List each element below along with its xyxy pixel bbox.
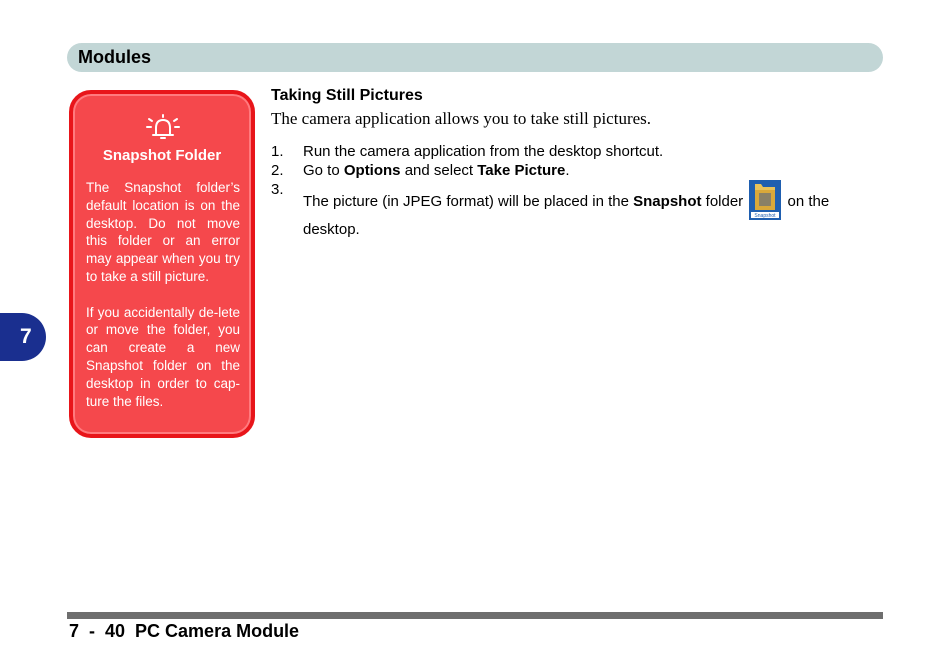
header-title: Modules (78, 47, 152, 67)
snapshot-folder-icon (749, 180, 781, 220)
step-text: folder (701, 193, 744, 210)
bell-alert-icon (146, 113, 180, 141)
section-intro: The camera application allows you to take still pictures. (271, 109, 652, 128)
step-bold-snapshot: Snapshot (633, 193, 702, 210)
step-text: Run the camera application from the desktop shortcut. (303, 143, 664, 160)
warning-body (86, 179, 240, 428)
footer-rule (67, 612, 883, 619)
step-number: 3. (271, 181, 284, 198)
warning-box (69, 90, 255, 438)
chapter-tab[interactable] (0, 313, 46, 361)
list-item (271, 161, 871, 180)
step-bold-take-picture: Take Picture (477, 162, 566, 179)
folder-icon-label: Snapshot (754, 213, 776, 219)
step-bold-options: Options (343, 162, 401, 179)
header-bar (67, 43, 883, 72)
list-item (271, 142, 871, 161)
step-text: and select (400, 162, 478, 179)
step-text: on the desktop. (303, 193, 830, 238)
list-item (271, 180, 871, 239)
warning-title: Snapshot Folder (102, 147, 222, 164)
step-text: Go to (303, 162, 344, 179)
chapter-number: 7 (20, 325, 32, 348)
step-number: 1. (271, 143, 284, 160)
warning-paragraph: If you accidentally de-lete or move the folder, you can create a new Snapshot folder on the desktop in order to cap-ture the files. (86, 304, 240, 409)
step-number: 2. (271, 162, 284, 179)
step-text: . (565, 162, 570, 179)
warning-paragraph: The Snapshot folder’s default location is on the desktop. Do not move this folder or an error may appear when you try to take a still picture. (86, 180, 240, 284)
step-text: The picture (in JPEG format) will be placed in the (303, 193, 634, 210)
section-heading: Taking Still Pictures (271, 87, 423, 104)
footer-page-label: 7 - 40 PC Camera Module (69, 621, 300, 641)
steps-list (271, 142, 871, 239)
